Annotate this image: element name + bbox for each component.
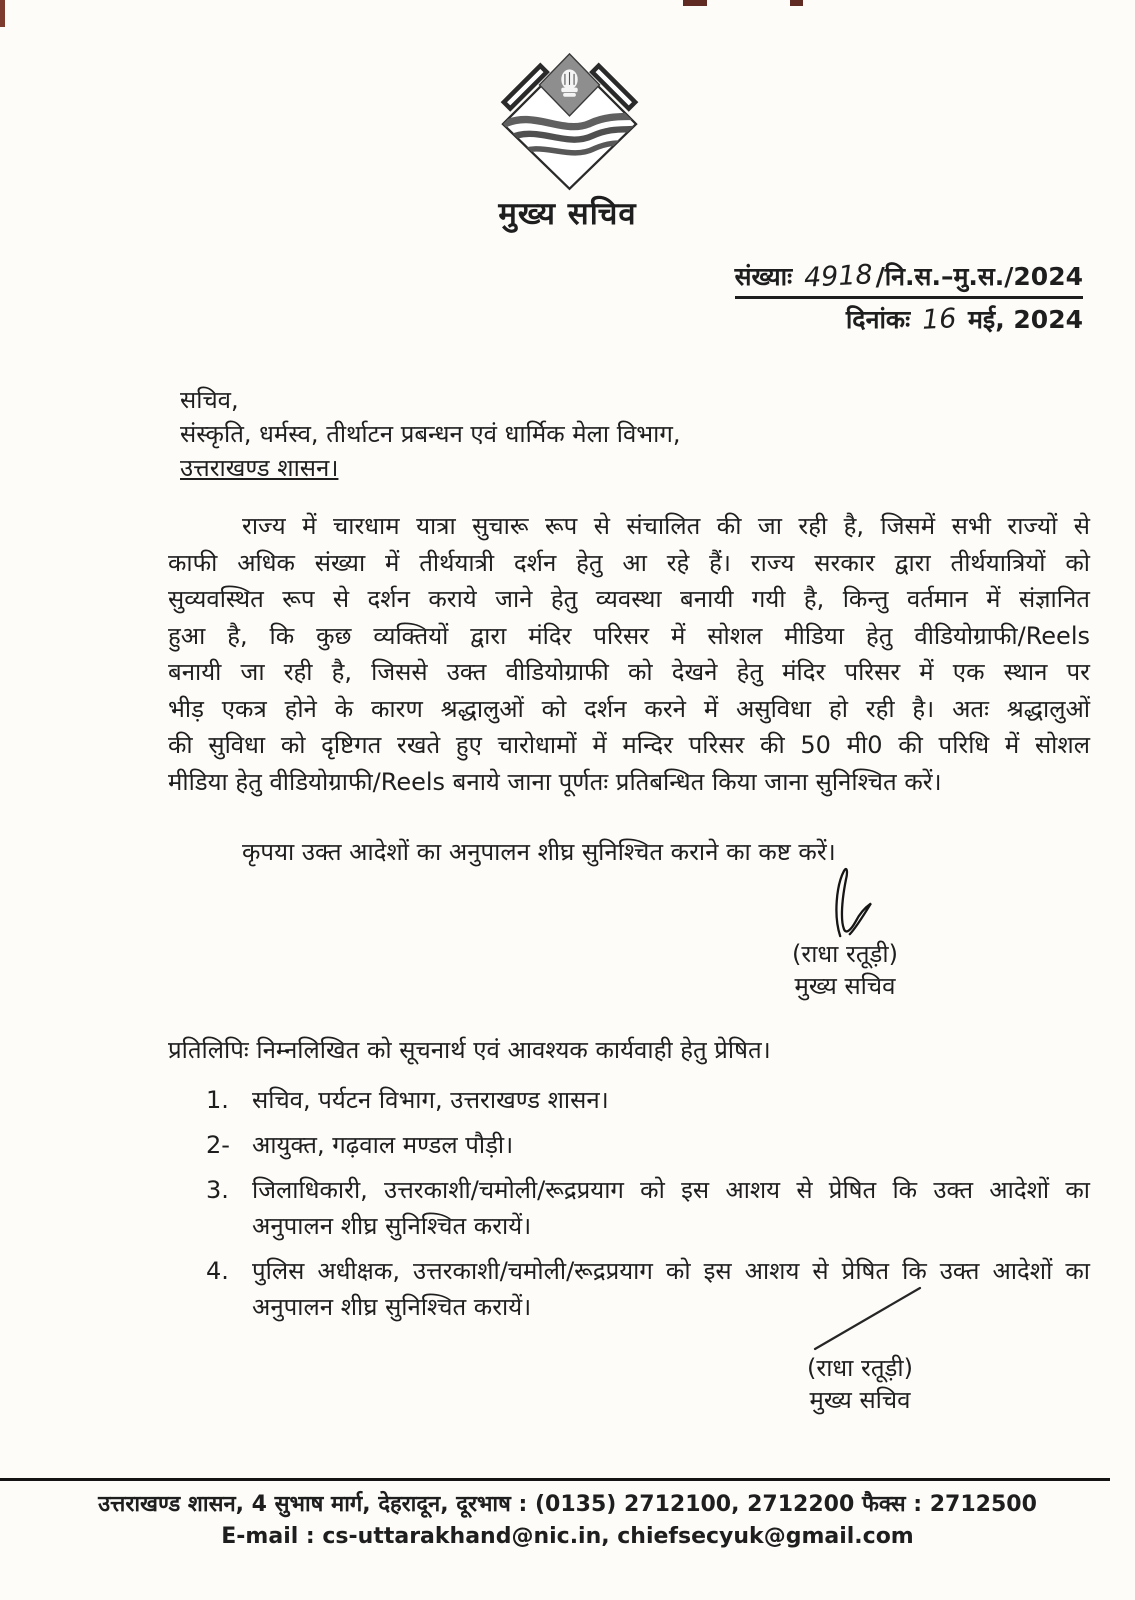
footer-address-line: उत्तराखण्ड शासन, 4 सुभाष मार्ग, देहरादून, दूरभाष : (0135) 2712100, 2712200 फैक्स : 2712500 (98, 1492, 1037, 1517)
signatory-name: (राधा रतूड़ी) (807, 1354, 913, 1382)
signatory-name: (राधा रतूड़ी) (792, 940, 898, 968)
scan-artifact (683, 0, 707, 6)
reference-number-line (735, 260, 1083, 299)
copies-heading: प्रतिलिपिः निम्नलिखित को सूचनार्थ एवं आवश्यक कार्यवाही हेतु प्रेषित। (168, 1036, 771, 1064)
body-line: राज्य में चारधाम यात्रा सुचारू रूप से संचालित की जा रही है, जिसमें सभी राज्यों से (242, 512, 1090, 540)
body-line: मीडिया हेतु वीडियोग्राफी/Reels बनाये जाना पूर्णतः प्रतिबन्धित किया जाना सुनिश्चित करें। (168, 767, 942, 796)
body-paragraph-1 (168, 508, 1090, 800)
letterhead-footer (0, 1478, 1135, 1553)
reference-number-handwritten: 4918 (803, 259, 874, 294)
body-line: बनायी जा रही है, जिससे उक्त वीडियोग्राफी को देखने हेतु मंदिर परिसर में एक स्थान पर (168, 658, 1090, 686)
copy-item-text: आयुक्त, गढ़वाल मण्डल पौड़ी। (252, 1131, 514, 1159)
copy-item-text: पुलिस अधीक्षक, उत्तरकाशी/चमोली/रूद्रप्रयाग को इस आशय से प्रेषित कि उक्त आदेशों का अनुपालन शीघ्र सुनिश्चित करायें। (252, 1257, 1090, 1321)
reference-number-rest: /नि.स.–मु.स./2024 (875, 262, 1083, 291)
copy-item (168, 1172, 1090, 1244)
date-label: दिनांकः (845, 305, 911, 334)
body-paragraph-2: कृपया उक्त आदेशों का अनुपालन शीघ्र सुनिश्चित कराने का कष्ट करें। (242, 838, 836, 866)
signature-block-2 (740, 1282, 980, 1416)
uttarakhand-emblem-logo (492, 42, 647, 197)
copy-item-text: जिलाधिकारी, उत्तरकाशी/चमोली/रूद्रप्रयाग को इस आशय से प्रेषित कि उक्त आदेशों का अनुपालन शीघ्र सुनिश्चित करायें। (252, 1176, 1090, 1240)
signature-stroke-icon (800, 866, 890, 938)
copy-item-number: 1. (206, 1086, 229, 1114)
reference-block (735, 260, 1083, 337)
signature-stroke-icon (785, 1282, 935, 1352)
copy-item-number: 4. (206, 1257, 229, 1285)
addressee-block (180, 383, 681, 485)
signature-block-1 (730, 866, 960, 1002)
office-title: मुख्य सचिव (498, 196, 637, 232)
signatory-title: मुख्य सचिव (809, 1386, 911, 1414)
signatory-title: मुख्य सचिव (794, 972, 896, 1000)
scan-artifact (790, 0, 803, 6)
footer-divider (0, 1478, 1110, 1481)
body-line: भीड़ एकत्र होने के कारण श्रद्धालुओं को दर्शन करने में असुविधा हो रही है। अतः श्रद्धालुओं (168, 694, 1090, 723)
body-line: की सुविधा को दृष्टिगत रखते हुए चारोधामों में मन्दिर परिसर की 50 मी0 की परिधि में सोशल (168, 731, 1090, 759)
scan-artifact (0, 0, 5, 27)
body-line: सुव्यवस्थित रूप से दर्शन कराये जाने हेतु व्यवस्था बनायी गयी है, किन्तु वर्तमान में संज्ञानित (168, 585, 1090, 613)
body-line: हुआ है, कि कुछ व्यक्तियों द्वारा मंदिर परिसर में सोशल मीडिया हेतु वीडियोग्राफी/Reels (168, 621, 1090, 650)
footer-email-line: E-mail : cs-uttarakhand@nic.in, chiefsecyuk@gmail.com (221, 1524, 914, 1549)
date-line (735, 303, 1083, 337)
copy-item-number: 3. (206, 1176, 229, 1204)
body-line: काफी अधिक संख्या में तीर्थयात्री दर्शन हेतु आ रहे हैं। राज्य सरकार द्वारा तीर्थयात्रियों को (168, 548, 1090, 577)
addressee-line: सचिव, (180, 386, 239, 414)
date-rest: मई, 2024 (967, 305, 1083, 334)
date-handwritten: 16 (921, 303, 958, 336)
copy-item (168, 1127, 1090, 1163)
addressee-line: उत्तराखण्ड शासन। (180, 454, 339, 482)
addressee-line: संस्कृति, धर्मस्व, तीर्थाटन प्रबन्धन एवं धार्मिक मेला विभाग, (180, 420, 681, 448)
reference-number-label: संख्याः (734, 262, 793, 291)
copy-item-number: 2- (206, 1131, 230, 1159)
copy-item (168, 1082, 1090, 1118)
copy-item-text: सचिव, पर्यटन विभाग, उत्तराखण्ड शासन। (252, 1086, 609, 1114)
